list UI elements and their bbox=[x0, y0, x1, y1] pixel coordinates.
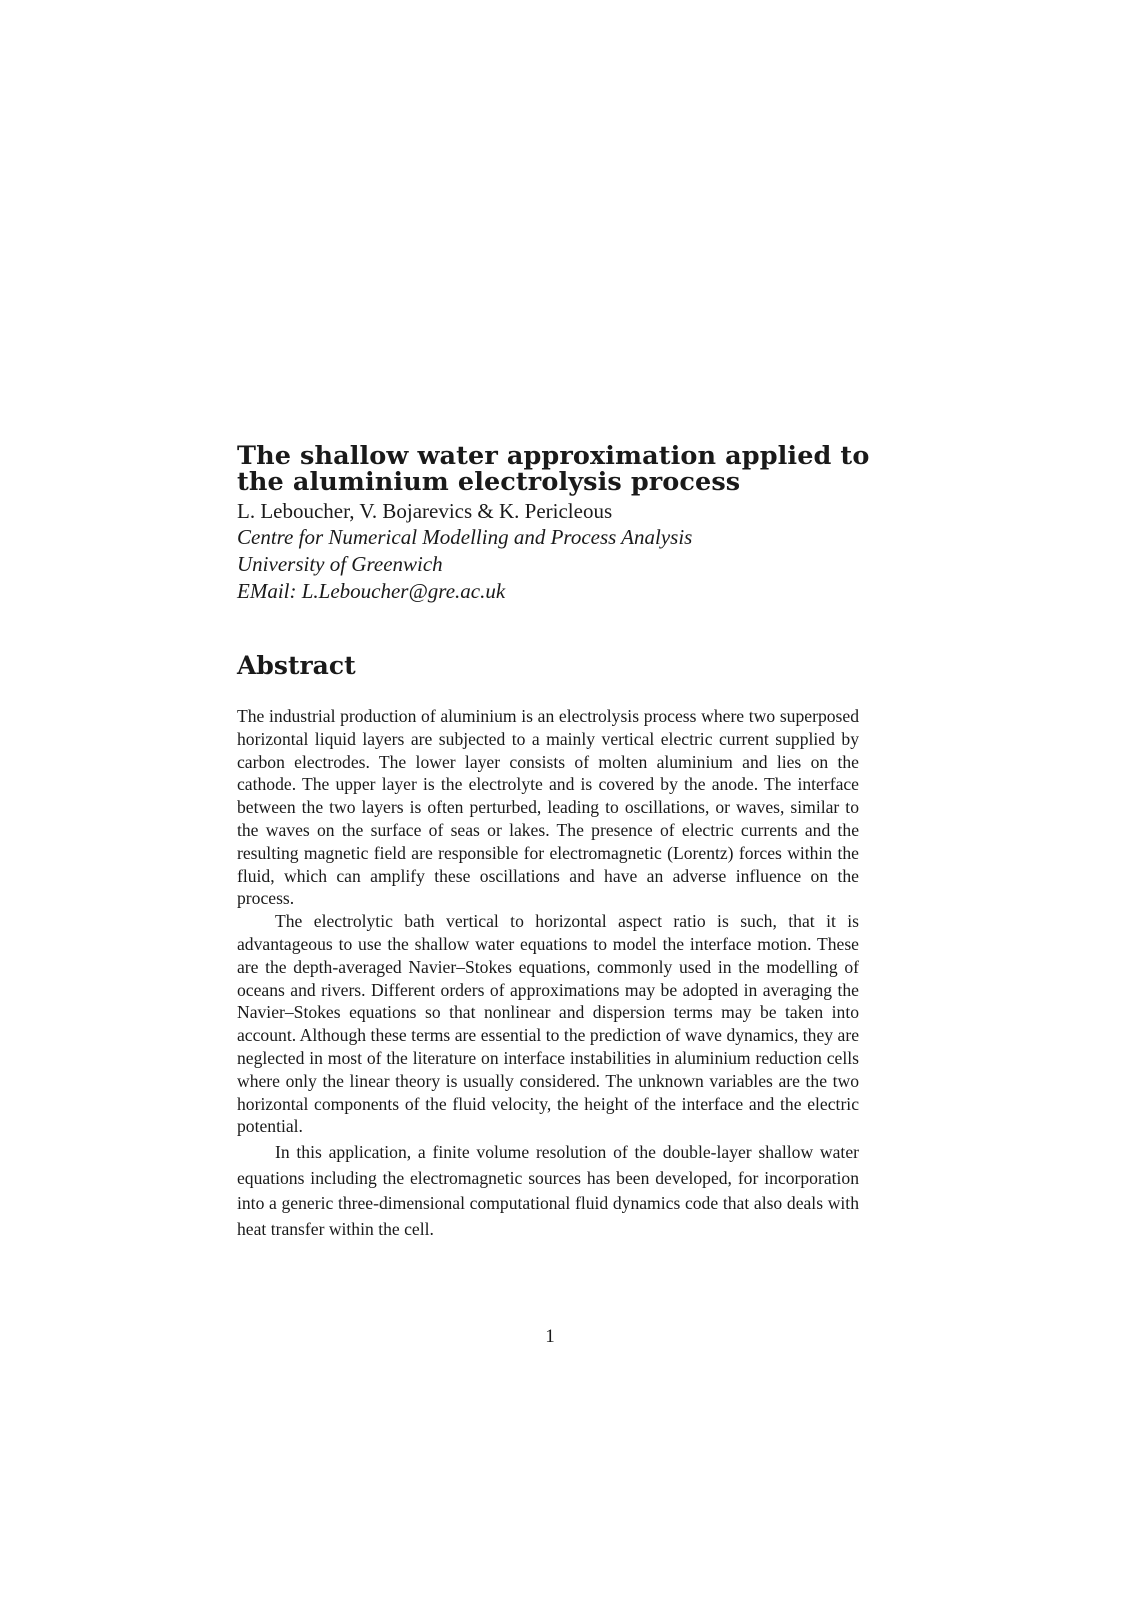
institution: University of Greenwich bbox=[237, 552, 443, 576]
email-address: EMail: L.Leboucher@gre.ac.uk bbox=[237, 579, 506, 603]
abstract-paragraph-3: In this application, a finite volume resolution of the double-layer shallow water equations including the electromagnetic sources has been developed, for incorporation into a generic three-dimensional computational fluid dynamics code that also deals with heat transfer within the cell. bbox=[237, 1142, 859, 1239]
paper-title bbox=[237, 443, 877, 495]
page-number: 1 bbox=[545, 1326, 555, 1347]
abstract-paragraph-1: The industrial production of aluminium is an electrolysis process where two superposed horizontal liquid layers are subjected to a mainly vertical electric current supplied by carbon electrodes. The lower layer consists of molten aluminium and lies on the cathode. The upper layer is the electrolyte and is covered by the anode. The interface between the two layers is often perturbed, leading to oscillations, or waves, similar to the waves on the surface of seas or lakes. The presence of electric currents and the resulting magnetic field are responsible for electromagnetic (Lorentz) forces within the fluid, which can amplify these oscillations and have an adverse influence on the process. bbox=[237, 706, 859, 909]
affiliation: Centre for Numerical Modelling and Process Analysis bbox=[237, 525, 693, 549]
abstract-paragraph-2: The electrolytic bath vertical to horizontal aspect ratio is such, that it is advantageous to use the shallow water equations to model the interface motion. These are the depth-averaged Navier–Stokes equations, commonly used in the modelling of oceans and rivers. Different orders of approximations may be adopted in averaging the Navier–Stokes equations so that nonlinear and dispersion terms may be taken into account. Although these terms are essential to the prediction of wave dynamics, they are neglected in most of the literature on interface instabilities in aluminium reduction cells where only the linear theory is usually considered. The unknown variables are the two horizontal components of the fluid velocity, the height of the interface and the electric potential. bbox=[237, 911, 859, 1137]
abstract-body bbox=[237, 705, 859, 1242]
author-list: L. Leboucher, V. Bojarevics & K. Pericleous bbox=[237, 499, 613, 523]
title-line-2: the aluminium electrolysis process bbox=[237, 467, 741, 497]
title-line-1: The shallow water approximation applied to bbox=[237, 441, 870, 471]
title-block bbox=[237, 443, 877, 605]
abstract-heading: Abstract bbox=[237, 651, 356, 680]
